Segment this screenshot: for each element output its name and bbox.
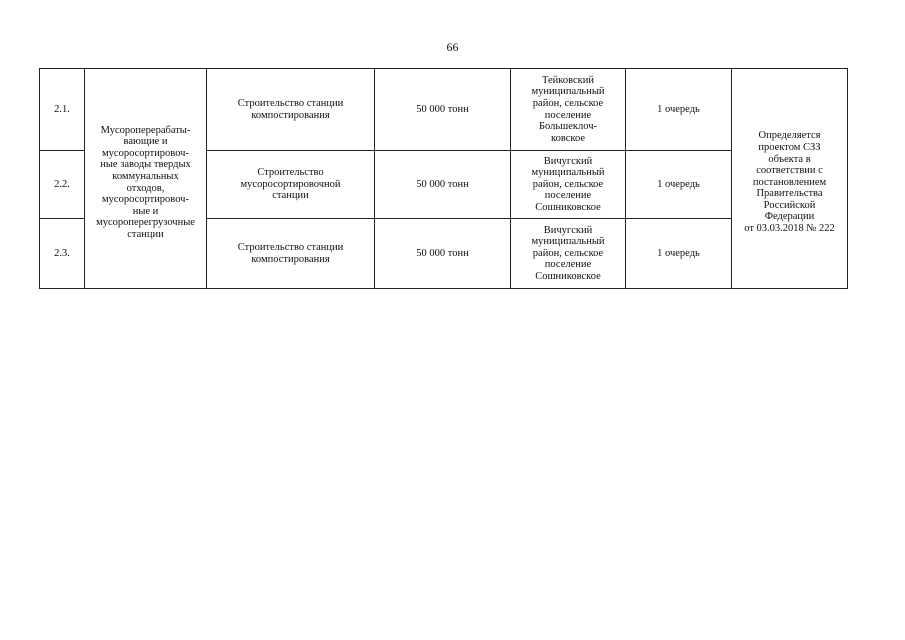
stage-value: 1 очередь [626, 69, 732, 151]
location-cell: Вичугский муниципальный район, сельское поселение Сошниковское [511, 219, 626, 289]
stage-value: 1 очередь [626, 151, 732, 219]
row-number: 2.2. [40, 151, 85, 219]
location-cell: Тейковский муниципальный район, сельское поселение Большеклоч- ковское [511, 69, 626, 151]
work-description: Строительство станции компостирования [207, 219, 375, 289]
sanitary-zone-note: Определяется проектом СЗЗ объекта в соответствии с постановлением Правительства Российской Федерации от 03.03.2018 № 222 [732, 69, 848, 289]
planning-table [39, 68, 848, 289]
work-description: Строительство станции компостирования [207, 69, 375, 151]
stage-value: 1 очередь [626, 219, 732, 289]
row-number: 2.3. [40, 219, 85, 289]
location-cell: Вичугский муниципальный район, сельское поселение Сошниковское [511, 151, 626, 219]
page-number: 66 [446, 40, 459, 54]
capacity-value: 50 000 тонн [375, 219, 511, 289]
row-number: 2.1. [40, 69, 85, 151]
capacity-value: 50 000 тонн [375, 69, 511, 151]
facility-group-label: Мусороперерабаты- вающие и мусоросортировоч- ные заводы твердых коммунальных отходов, мусоросортировоч- ные и мусороперегрузочные станции [85, 69, 207, 289]
capacity-value: 50 000 тонн [375, 151, 511, 219]
work-description: Строительство мусоросортировочной станции [207, 151, 375, 219]
table-row [40, 69, 848, 151]
